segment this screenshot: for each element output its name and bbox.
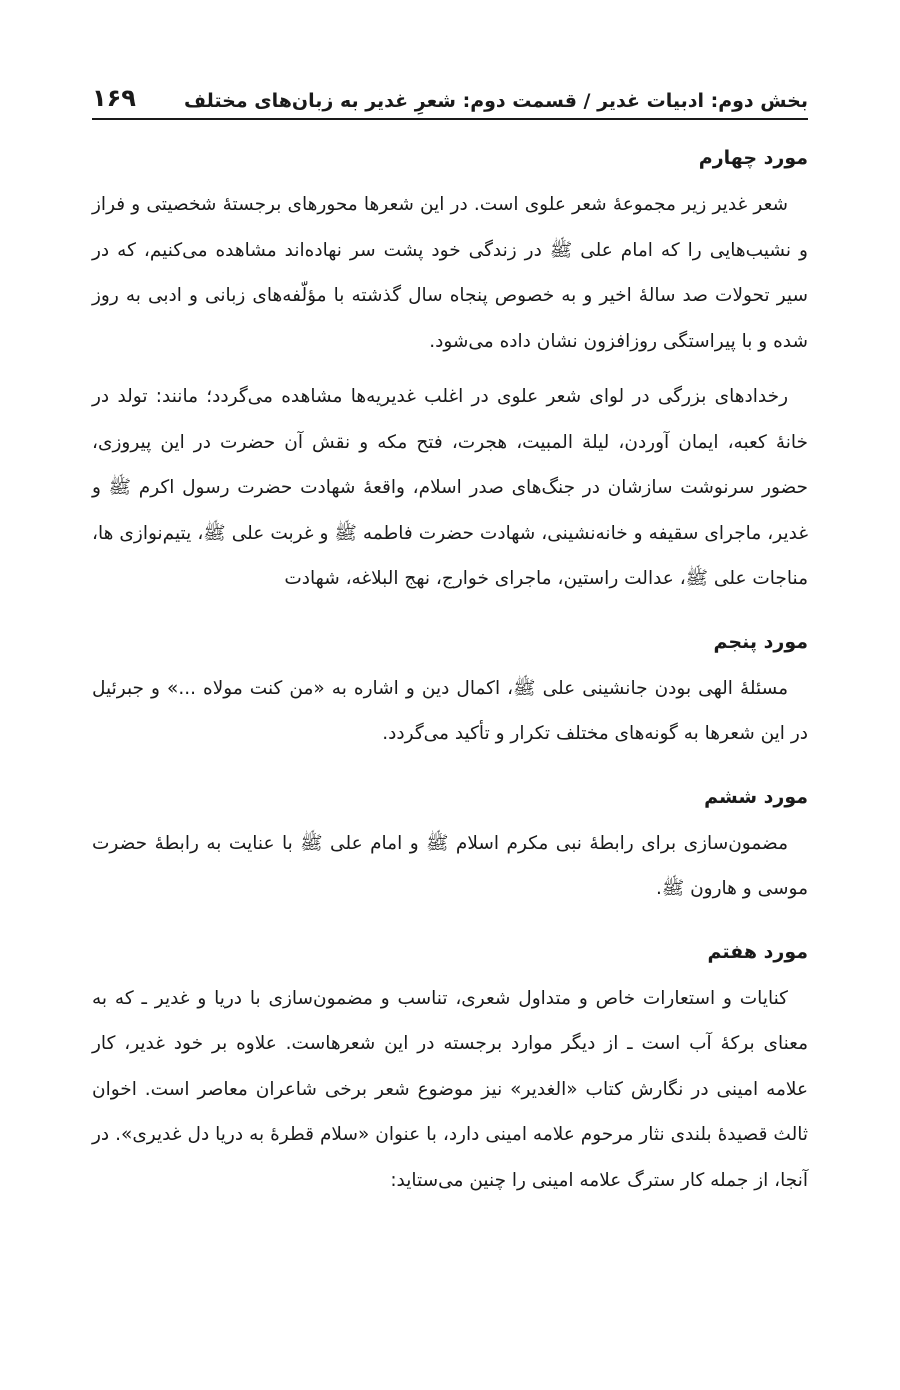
section-fifth: [92, 624, 808, 757]
paragraph: مضمون‌سازی برای رابطهٔ نبی مکرم اسلام ﷺ و امام علی ﷺ با عنایت به رابطهٔ حضرت موسی و هارون ﷺ.: [92, 832, 808, 899]
section-seventh: [92, 934, 808, 1204]
section-heading: مورد چهارم: [698, 147, 808, 169]
section-sixth: [92, 779, 808, 912]
paragraph: کنایات و استعارات خاص و متداول شعری، تناسب و مضمون‌سازی با دریا و غدیر ـ که به معنای برکهٔ آب است ـ از دیگر موارد برجسته در این شعرهاست. علاوه بر خود غدیر، کار علامه امینی در نگارش کتاب «الغدیر» نیز موضوع شعر برخی شاعران معاصر است. اخوان ثالث قصیدهٔ بلندی نثار مرحوم علامه امینی دارد، با عنوان «سلام قطرهٔ به دریا دل غدیری». در آنجا، از جمله کار سترگ علامه امینی را چنین می‌ستاید:: [92, 987, 808, 1191]
paragraph: رخدادهای بزرگی در لوای شعر علوی در اغلب غدیریه‌ها مشاهده می‌گردد؛ مانند: تولد در خانهٔ کعبه، ایمان آوردن، لیلة المبیت، هجرت، فتح مکه و نقش آن حضرت در این پیروزی، حضور سرنوشت سازشان در جنگ‌های صدر اسلام، واقعهٔ شهادت حضرت رسول اکرم ﷺ و غدیر، ماجرای سقیفه و خانه‌نشینی، شهادت حضرت فاطمه ﷺ و غربت علی ﷺ، یتیم‌نوازی ها، مناجات علی ﷺ، عدالت راستین، ماجرای خوارج، نهج البلاغه، شهادت: [92, 386, 808, 589]
section-fourth: [92, 140, 808, 602]
header-title: بخش دوم: ادبیات غدیر / قسمت دوم: شعرِ غدیر به زبان‌های مختلف: [183, 90, 808, 112]
page-content: [92, 140, 808, 1225]
section-heading: مورد هفتم: [707, 940, 808, 963]
page-number: ۱۶۹: [92, 84, 136, 112]
running-header: [92, 72, 808, 120]
section-heading: مورد ششم: [704, 785, 808, 808]
book-page: [92, 0, 808, 1390]
paragraph: شعر غدیر زیر مجموعهٔ شعر علوی است. در این شعرها محورهای برجستهٔ شخصیتی و فراز و نشیب‌هایی را که امام علی ﷺ در زندگی خود پشت سر نهاده‌اند مشاهده می‌کنیم، که در سیر تحولات صد سالهٔ اخیر و به خصوص پنجاه سال گذشته با مؤلّفه‌های زبانی و ادبی به روز شده و با پیراستگی روزافزون نشان داده می‌شود.: [92, 194, 808, 352]
section-heading: مورد پنجم: [713, 630, 808, 653]
paragraph: مسئلهٔ الهی بودن جانشینی علی ﷺ، اکمال دین و اشاره به «من کنت مولاه ...» و جبرئیل در این شعرها به گونه‌های مختلف تکرار و تأکید می‌گردد.: [92, 677, 808, 744]
